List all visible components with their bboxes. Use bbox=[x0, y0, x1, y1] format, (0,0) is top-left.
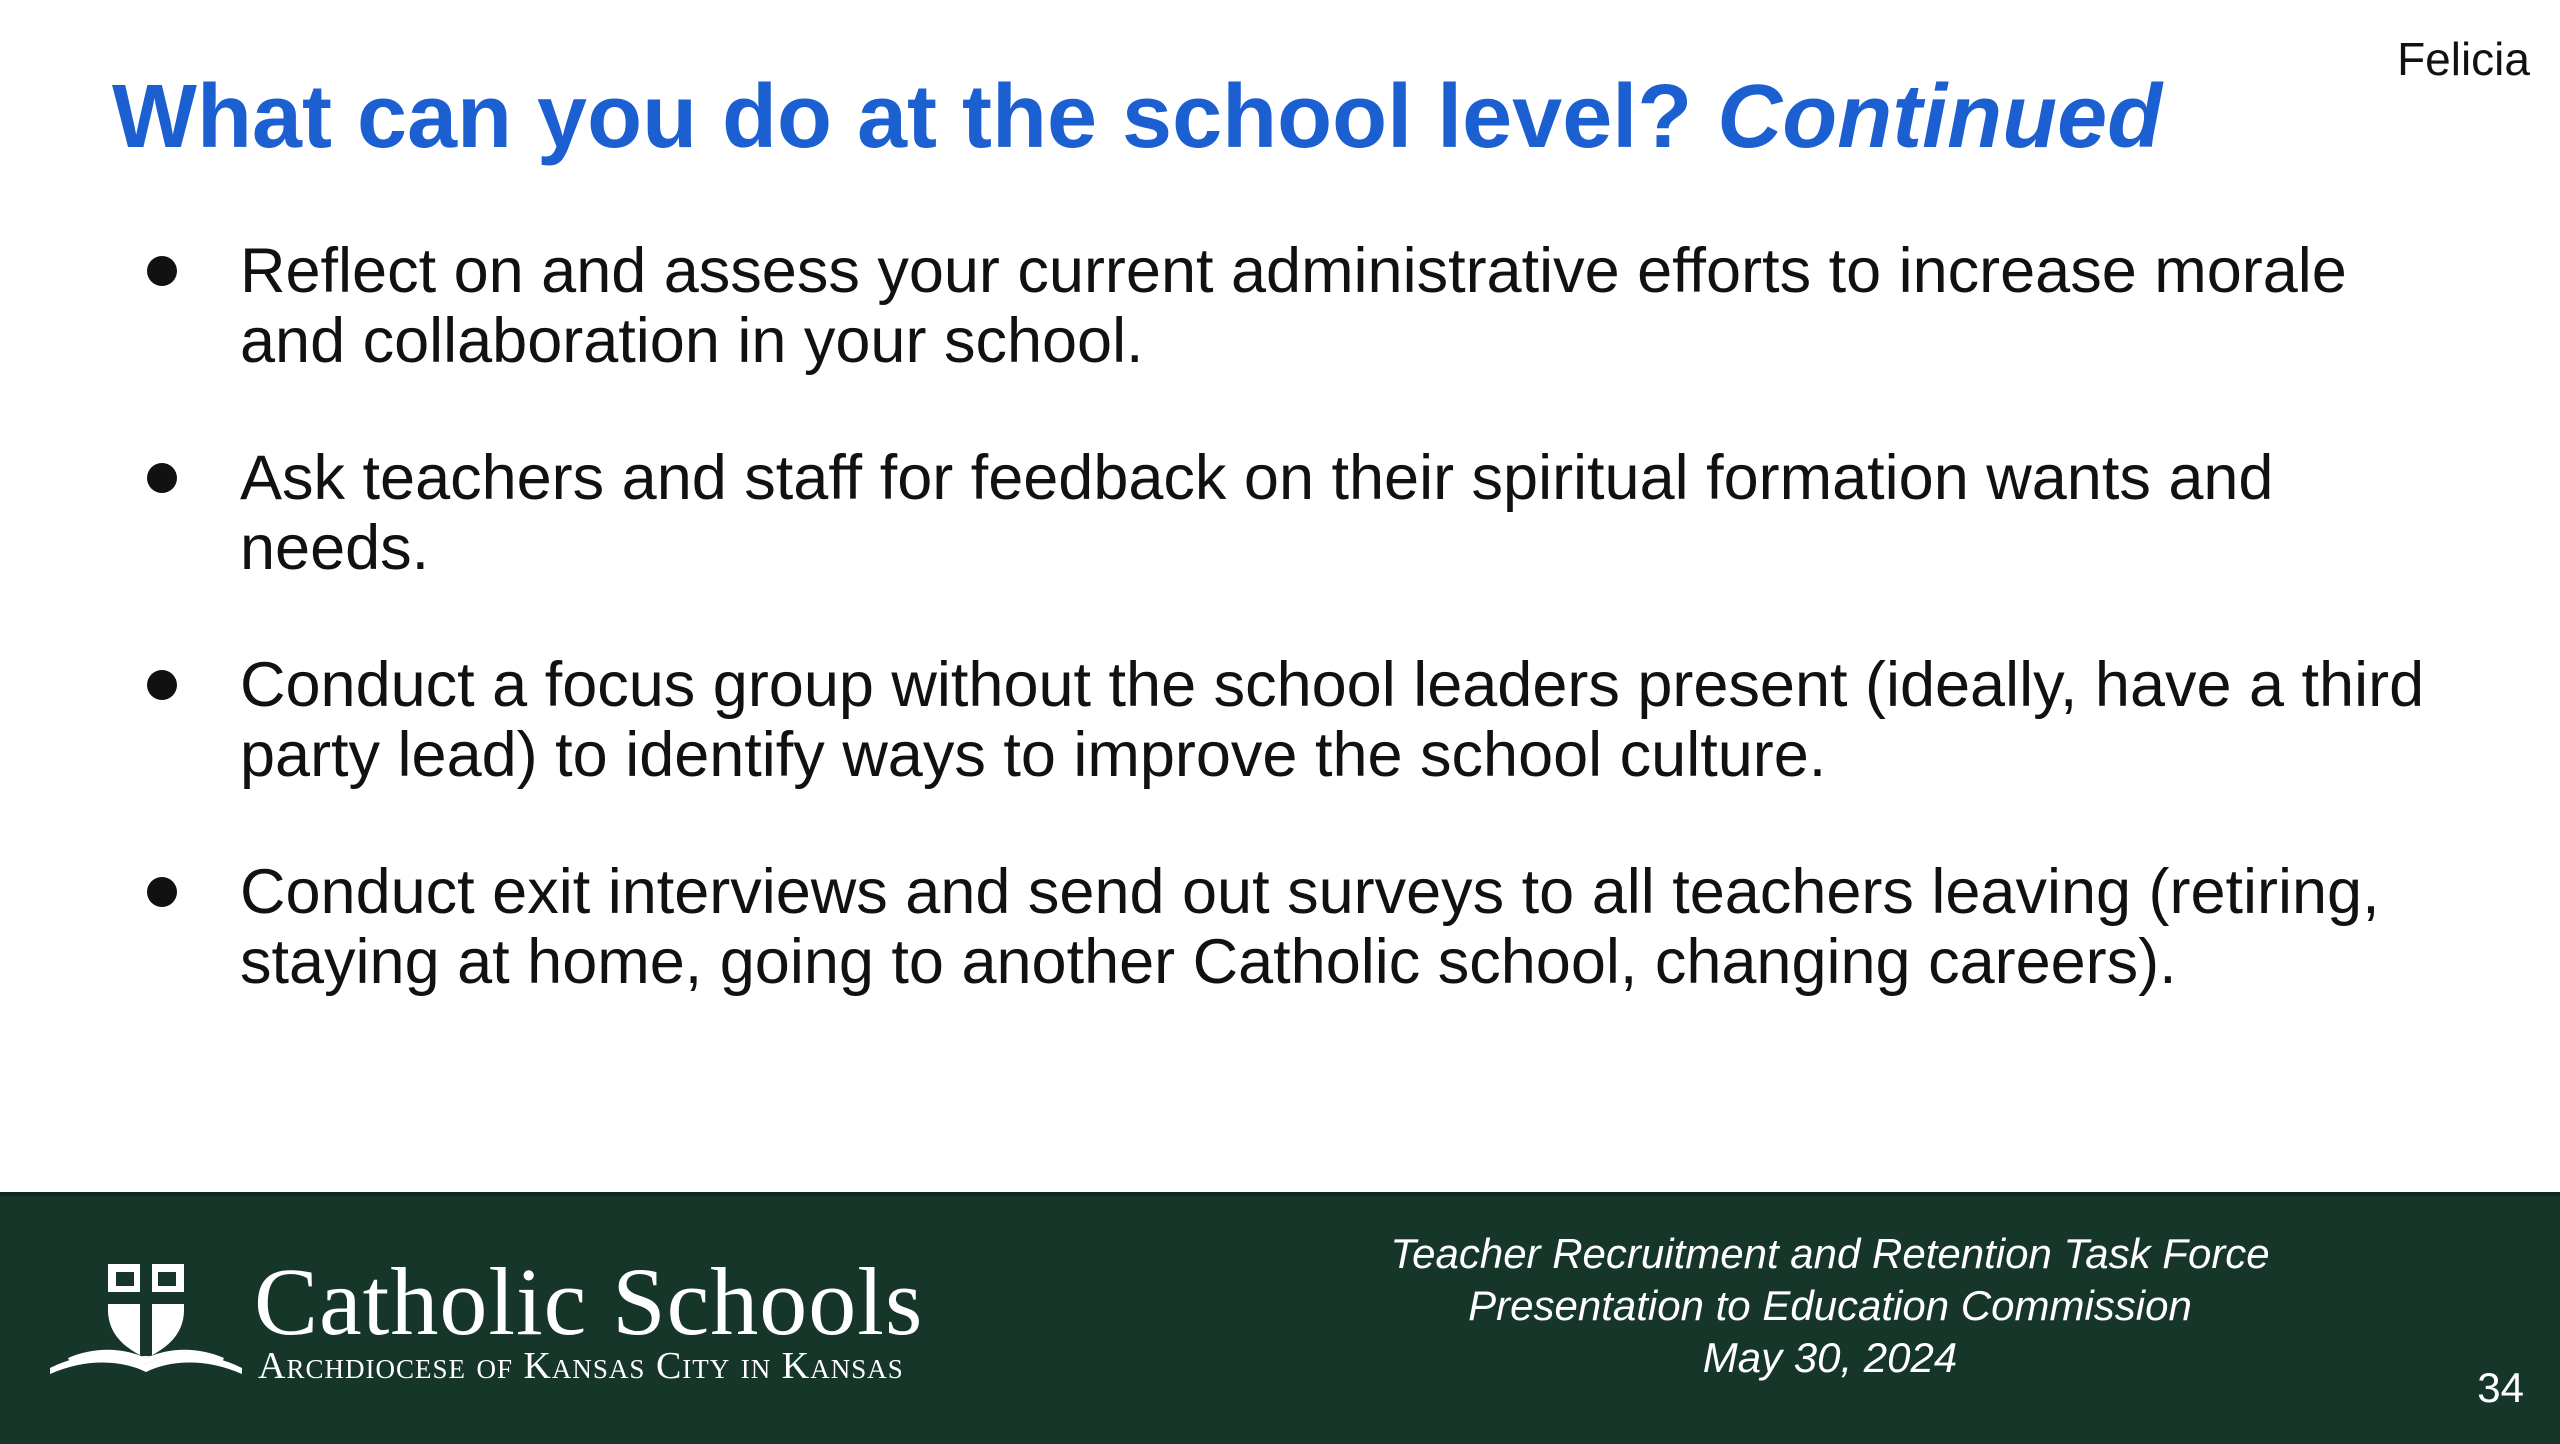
bullet-text: Reflect on and assess your current administrative efforts to increase morale and collaboration in your school. bbox=[240, 236, 2347, 376]
presentation-line-2: Presentation to Education Commission bbox=[1468, 1282, 2192, 1329]
page-number: 34 bbox=[2477, 1364, 2524, 1411]
presentation-line-1: Teacher Recruitment and Retention Task Force bbox=[1390, 1230, 2270, 1277]
cross-shield-open-book-icon bbox=[46, 1258, 246, 1378]
slide-title bbox=[112, 66, 2162, 169]
footer-bar bbox=[0, 1192, 2560, 1444]
presenter-name: Felicia bbox=[2397, 33, 2530, 85]
bullet-dot-icon bbox=[147, 877, 177, 907]
brand-subtitle: Archdiocese of Kansas City in Kansas bbox=[258, 1345, 904, 1387]
bullet-text: Conduct exit interviews and send out surveys to all teachers leaving (retiring, staying at home, going to another Catholic school, changing careers). bbox=[240, 857, 2380, 997]
bullet-item bbox=[140, 443, 2440, 583]
bullet-dot-icon bbox=[147, 256, 177, 286]
bullet-item bbox=[140, 236, 2440, 376]
bullet-item bbox=[140, 650, 2440, 790]
title-main: What can you do at the school level? bbox=[112, 67, 1693, 167]
title-emphasis: Continued bbox=[1717, 67, 2163, 167]
bullet-list bbox=[140, 236, 2440, 1064]
bullet-text: Conduct a focus group without the school leaders present (ideally, have a third party lead) to identify ways to improve the school culture. bbox=[240, 650, 2425, 790]
brand-name: Catholic Schools bbox=[254, 1248, 924, 1355]
presentation-info bbox=[1330, 1228, 2330, 1384]
bullet-dot-icon bbox=[147, 463, 177, 493]
bullet-text: Ask teachers and staff for feedback on their spiritual formation wants and needs. bbox=[240, 443, 2274, 583]
presentation-date: May 30, 2024 bbox=[1702, 1334, 1958, 1381]
bullet-item bbox=[140, 857, 2440, 997]
bullet-dot-icon bbox=[147, 670, 177, 700]
